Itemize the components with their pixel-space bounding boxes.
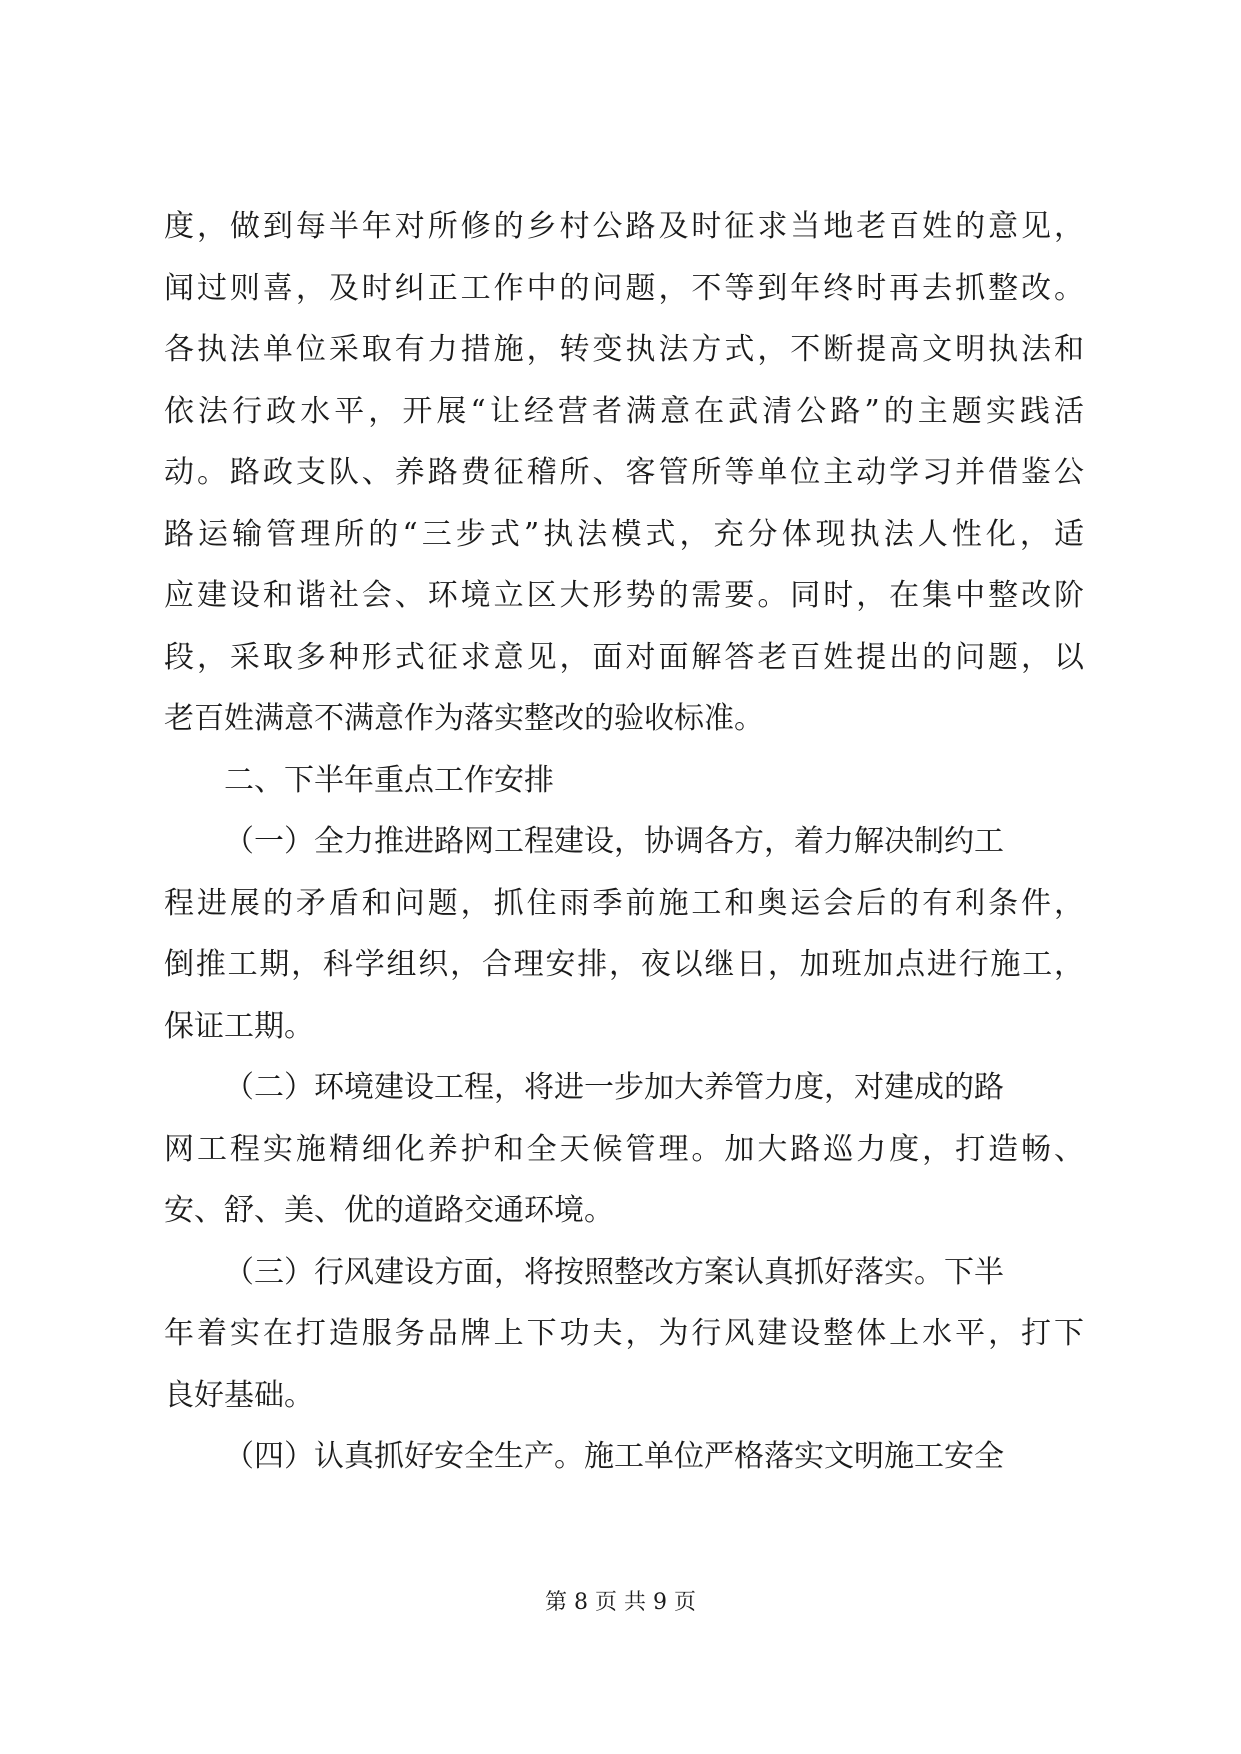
- body-line: 度，做到每半年对所修的乡村公路及时征求当地老百姓的意见，: [164, 209, 1084, 244]
- body-line: （三）行风建设方面，将按照整改方案认真抓好落实。下半: [224, 1254, 1004, 1290]
- body-line: 保证工期。: [164, 1008, 314, 1044]
- body-line: 依法行政水平，开展“让经营者满意在武清公路”的主题实践活: [164, 393, 1084, 429]
- body-line: 良好基础。: [164, 1377, 314, 1413]
- body-line: 老百姓满意不满意作为落实整改的验收标准。: [164, 701, 764, 736]
- body-line: 倒推工期，科学组织，合理安排，夜以继日，加班加点进行施工，: [164, 947, 1084, 982]
- body-line: 年着实在打造服务品牌上下功夫，为行风建设整体上水平，打下: [164, 1316, 1084, 1351]
- body-line: 路运输管理所的“三步式”执法模式，充分体现执法人性化，适: [164, 516, 1084, 552]
- body-line: （二）环境建设工程，将进一步加大养管力度，对建成的路: [224, 1070, 1004, 1105]
- body-line: 网工程实施精细化养护和全天候管理。加大路巡力度，打造畅、: [164, 1131, 1084, 1167]
- body-line: （一）全力推进路网工程建设，协调各方，着力解决制约工: [224, 824, 1004, 859]
- body-line: 段，采取多种形式征求意见，面对面解答老百姓提出的问题，以: [164, 639, 1084, 675]
- body-line: 动。路政支队、养路费征稽所、客管所等单位主动学习并借鉴公: [164, 455, 1084, 490]
- body-line: 闻过则喜，及时纠正工作中的问题，不等到年终时再去抓整改。: [164, 270, 1084, 306]
- page-footer: [0, 1588, 1241, 1618]
- body-line: 应建设和谐社会、环境立区大形势的需要。同时，在集中整改阶: [164, 578, 1084, 613]
- section-heading: 二、下半年重点工作安排: [224, 762, 554, 798]
- document-body: [164, 196, 1084, 1488]
- body-line: 安、舒、美、优的道路交通环境。: [164, 1193, 614, 1228]
- page-number: 第 8 页 共 9 页: [545, 1590, 696, 1615]
- body-line: （四）认真抓好安全生产。施工单位严格落实文明施工安全: [224, 1439, 1004, 1474]
- body-line: 各执法单位采取有力措施，转变执法方式，不断提高文明执法和: [164, 332, 1084, 367]
- body-line: 程进展的矛盾和问题，抓住雨季前施工和奥运会后的有利条件，: [164, 885, 1084, 921]
